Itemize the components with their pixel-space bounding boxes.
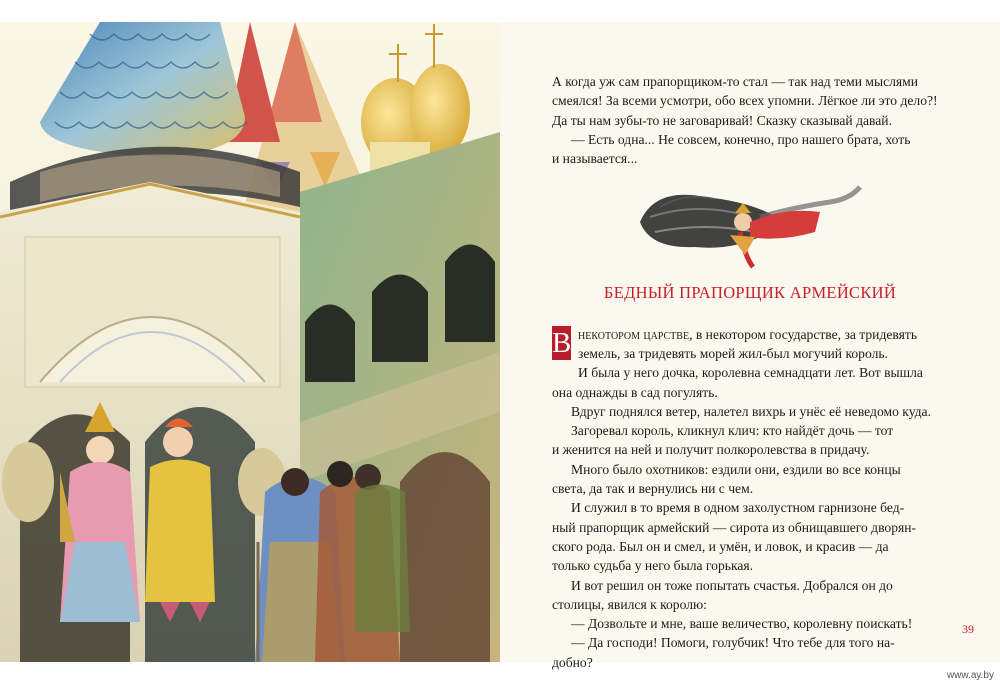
text-line: и называется... [552,151,638,167]
text-line: И была у него дочка, королевна семнадцати лет. Вот вышла [578,365,923,381]
text-line: — Да господи! Помоги, голубчик! Что тебе для того на- [571,635,895,651]
opening-words: некотором царстве [578,327,690,342]
text-line: — Дозвольте и мне, ваше величество, королевну поискать! [571,616,913,632]
text-line: земель, за тридевять морей жил-был могучий король. [578,346,888,361]
text-line: Много было охотников: ездили они, ездили во все концы [571,461,901,477]
text-line: А когда уж сам прапорщиком-то стал — так над теми мыслями [552,74,919,89]
text-page [500,22,1000,670]
text-line: ского рода. Был он и смел, и умён, и ловок, и красив — да [552,538,889,554]
text-line: И служил в то время в одном захолустном гарнизоне бед- [571,500,905,516]
text-line: и женится на ней и получит полкоролевства в придачу. [552,442,870,458]
text-line: И вот решил он тоже попытать счастья. Добрался он до [571,577,893,593]
text-line: света, да так и вернулись ни с чем. [552,481,754,497]
text-line: добно? [552,654,593,670]
text-line: Вдруг поднялся ветер, налетел вихрь и унёс её неведомо куда. [571,403,931,419]
page-number: 39 [962,622,974,636]
text-line: смеялся! За всеми усмотри, обо всех упомни. Лёгкое ли это дело?! [552,93,938,109]
story-first-line [578,325,947,344]
text-line: она однажды в сад погулять. [552,384,718,400]
flying-figure-vignette [635,177,865,272]
text-line: Загоревал король, кликнул клич: кто найдёт дочь — тот [571,423,894,439]
drop-cap: В [552,327,572,359]
text-line: столицы, явился к королю: [552,596,707,612]
text-line: ный прапорщик армейский — сирота из обнищавшего дворян- [552,519,917,535]
watermark: www.ay.by [946,670,994,681]
text-line: Да ты нам зубы-то не заговаривай! Сказку сказывай давай. [552,112,892,128]
text-line: , в некотором государстве, за тридевять [689,327,918,342]
text-line: — Есть одна... Не совсем, конечно, про нашего брата, хоть [571,131,911,147]
palace-scene-image [0,22,500,662]
watercolor-illustration [0,22,500,662]
text-line: только судьба у него была горькая. [552,558,754,574]
chapter-title: БЕДНЫЙ ПРАПОРЩИК АРМЕЙСКИЙ [603,283,897,302]
intro-paragraph [552,72,947,168]
book-spread [0,22,1000,670]
story-paragraphs [552,344,947,672]
